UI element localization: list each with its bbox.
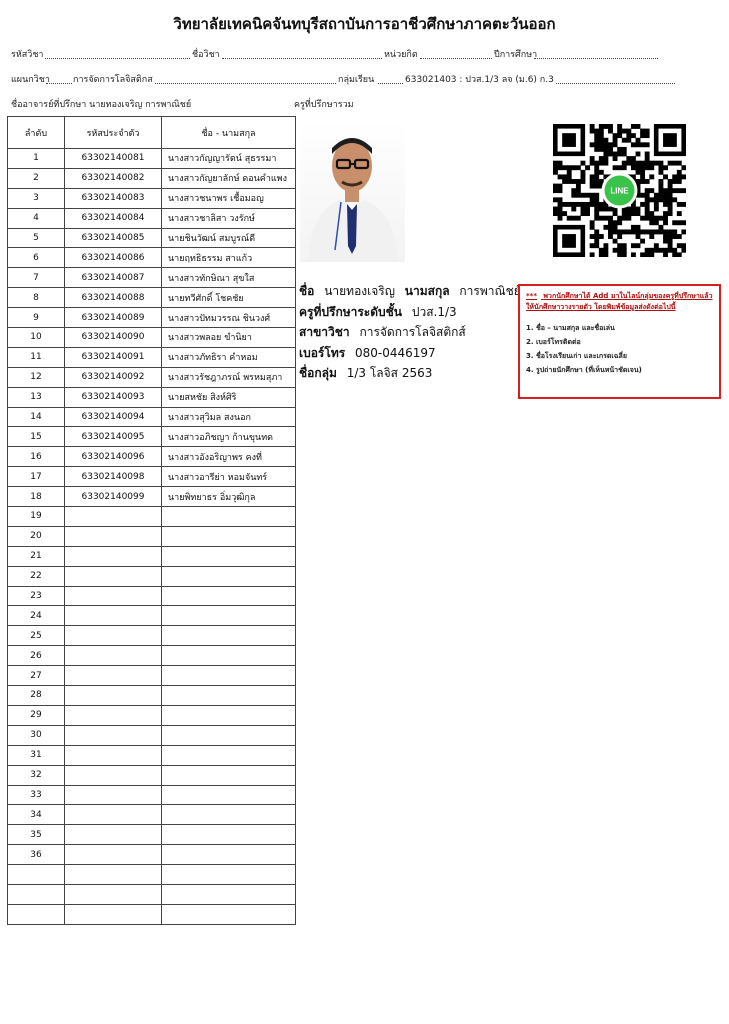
table-row (8, 248, 296, 268)
row-student-id: 63302140098 (65, 467, 162, 487)
row-order: 35 (8, 825, 65, 845)
row-order: 4 (8, 208, 65, 228)
advisor-group-label: ชื่อกลุ่ม (299, 366, 337, 380)
advisor-group: 1/3 โลจิส 2563 (346, 366, 433, 380)
row-order: 32 (8, 765, 65, 785)
row-order: 33 (8, 785, 65, 805)
row-student-name (162, 666, 296, 686)
row-order: 1 (8, 149, 65, 169)
row-student-id: 63302140084 (65, 208, 162, 228)
table-row (8, 825, 296, 845)
advisor-name-row (299, 282, 521, 301)
table-row (8, 188, 296, 208)
table-row (8, 646, 296, 666)
row-order: 19 (8, 507, 65, 527)
advisor-level: ปวส.1/3 (411, 305, 457, 319)
row-student-id: 63302140096 (65, 447, 162, 467)
row-order: 21 (8, 546, 65, 566)
row-student-name: นางสาวอังอริญาพร คงที่ (162, 447, 296, 467)
row-order: 5 (8, 228, 65, 248)
table-row (8, 865, 296, 885)
advisor-first-name: นายทองเจริญ (324, 284, 395, 298)
notice-stars: *** (526, 292, 537, 300)
row-order: 18 (8, 487, 65, 507)
row-order: 31 (8, 745, 65, 765)
table-row (8, 467, 296, 487)
course-code-label: รหัสวิชา (11, 50, 44, 60)
row-order: 24 (8, 606, 65, 626)
row-student-name: นายสหชัย สิงห์ศิริ (162, 387, 296, 407)
row-student-name (162, 507, 296, 527)
row-student-id (65, 825, 162, 845)
col-header-order: ลำดับ (8, 117, 65, 149)
row-student-id: 63302140093 (65, 387, 162, 407)
advisor-line: ชื่ออาจารย์ที่ปรึกษา นายทองเจริญ การพาณิชย์ (11, 100, 192, 110)
row-student-name (162, 606, 296, 626)
table-row (8, 447, 296, 467)
course-code-line (45, 58, 190, 59)
row-order: 12 (8, 367, 65, 387)
row-order: 3 (8, 188, 65, 208)
row-order: 8 (8, 288, 65, 308)
table-row (8, 268, 296, 288)
row-student-name (162, 586, 296, 606)
row-student-id: 63302140082 (65, 168, 162, 188)
row-student-id: 63302140091 (65, 347, 162, 367)
course-name-label: ชื่อวิชา (192, 50, 220, 60)
row-order: 15 (8, 427, 65, 447)
row-student-id: 63302140095 (65, 427, 162, 447)
table-row (8, 725, 296, 745)
row-student-name (162, 686, 296, 706)
row-student-id: 63302140088 (65, 288, 162, 308)
row-student-name: นางสาวกัญญารัตน์ สุธรรมา (162, 149, 296, 169)
table-header-row (8, 117, 296, 149)
row-order: 14 (8, 407, 65, 427)
row-order: 9 (8, 308, 65, 328)
row-student-name: นายชินวัฒน์ สมบูรณ์ดี (162, 228, 296, 248)
table-row (8, 387, 296, 407)
advisor-name-label: ชื่อ (299, 284, 315, 298)
group-label: กลุ่มเรียน (338, 75, 375, 85)
row-student-id: 63302140090 (65, 328, 162, 348)
row-student-id (65, 805, 162, 825)
row-order: 20 (8, 526, 65, 546)
row-student-name: นายฤทธิธรรม สาแก้ว (162, 248, 296, 268)
row-order: 34 (8, 805, 65, 825)
row-student-name (162, 745, 296, 765)
advisor-level-row (299, 303, 457, 322)
row-order: 13 (8, 387, 65, 407)
row-order: 29 (8, 705, 65, 725)
row-student-name (162, 566, 296, 586)
row-student-id (65, 666, 162, 686)
row-student-name (162, 845, 296, 865)
table-row (8, 566, 296, 586)
notice-intro-text: พวกนักศึกษาได้ Add มาในไลน์กลุ่มของครูที่ปรึกษาแล้ว ให้นักศึกษาวางรายตัว โดยพิมพ์ข้อมูลส่งดังต่อไปนี้ (526, 292, 713, 311)
advisor-phone-label: เบอร์โทร (299, 346, 346, 360)
row-student-name (162, 526, 296, 546)
table-row (8, 347, 296, 367)
notice-list (526, 321, 713, 377)
row-order: 30 (8, 725, 65, 745)
advisor-phone: 080-0446197 (355, 346, 436, 360)
row-order: 6 (8, 248, 65, 268)
table-row (8, 526, 296, 546)
row-student-id: 63302140089 (65, 308, 162, 328)
row-student-name: นางสาวทักษิณา สุขใส (162, 268, 296, 288)
row-student-name: นางสาวอภิชญา ก้านขุนทด (162, 427, 296, 447)
credits-line (420, 58, 492, 59)
row-order: 26 (8, 646, 65, 666)
row-order: 23 (8, 586, 65, 606)
table-row (8, 785, 296, 805)
row-order (8, 865, 65, 885)
year-line (534, 58, 658, 59)
row-student-name (162, 825, 296, 845)
row-student-id: 63302140087 (65, 268, 162, 288)
advisor-surname: การพาณิชย์ (459, 284, 521, 298)
row-order (8, 904, 65, 924)
row-student-name: นางสาวปัทมวรรณ ชินวงศ์ (162, 308, 296, 328)
table-row (8, 507, 296, 527)
row-student-name (162, 725, 296, 745)
table-row (8, 606, 296, 626)
row-student-id: 63302140094 (65, 407, 162, 427)
row-order: 11 (8, 347, 65, 367)
row-order (8, 884, 65, 904)
row-order: 25 (8, 626, 65, 646)
row-student-name: นายทวีศักดิ์ โชคชัย (162, 288, 296, 308)
row-student-id: 63302140092 (65, 367, 162, 387)
dept-value: การจัดการโลจิสติกส (72, 72, 154, 86)
line-logo-text: LINE (610, 186, 629, 196)
table-row (8, 228, 296, 248)
advisor-major-label: สาขาวิชา (299, 325, 350, 339)
row-order: 16 (8, 447, 65, 467)
table-row (8, 407, 296, 427)
row-student-name: นางสาวภัทธิรา คำหอม (162, 347, 296, 367)
table-row (8, 686, 296, 706)
table-row (8, 666, 296, 686)
row-student-name: นางสาวชาลิสา วงรักษ์ (162, 208, 296, 228)
table-row (8, 149, 296, 169)
credits-label: หน่วยกิต (384, 50, 418, 60)
row-student-name (162, 646, 296, 666)
table-row (8, 805, 296, 825)
row-order: 10 (8, 328, 65, 348)
row-student-id (65, 526, 162, 546)
row-student-name (162, 785, 296, 805)
col-header-id: รหัสประจำตัว (65, 117, 162, 149)
row-student-id (65, 686, 162, 706)
row-student-name: นางสาวกัญยาลักษ์ ดอนคำแพง (162, 168, 296, 188)
row-student-id (65, 606, 162, 626)
row-student-name: นางสาวอารีย่า หอมจันทร์ (162, 467, 296, 487)
row-student-name (162, 805, 296, 825)
row-student-name (162, 705, 296, 725)
row-student-id: 63302140099 (65, 487, 162, 507)
table-row (8, 168, 296, 188)
row-student-id (65, 865, 162, 885)
advisor-major-row (299, 323, 466, 342)
student-table (7, 116, 296, 925)
table-row (8, 845, 296, 865)
advisor-surname-label: นามสกุล (404, 284, 450, 298)
row-student-id (65, 586, 162, 606)
notice-item: 2. เบอร์โทรติดต่อ (526, 338, 581, 346)
row-student-name (162, 884, 296, 904)
table-row (8, 546, 296, 566)
row-student-id (65, 626, 162, 646)
row-student-id (65, 845, 162, 865)
row-order: 22 (8, 566, 65, 586)
notice-item: 3. ชื่อโรงเรียนเก่า และเกรดเฉลี่ย (526, 352, 627, 360)
row-student-name (162, 865, 296, 885)
advisor-phone-row (299, 344, 436, 363)
table-row (8, 328, 296, 348)
table-row (8, 765, 296, 785)
row-order: 36 (8, 845, 65, 865)
row-order: 7 (8, 268, 65, 288)
row-student-name: นางสาวรัชฎาภรณ์ พรหมสุภา (162, 367, 296, 387)
course-name-line (222, 58, 382, 59)
row-order: 28 (8, 686, 65, 706)
notice-intro (526, 291, 713, 313)
row-student-id (65, 725, 162, 745)
advisor-level-label: ครูที่ปรึกษาระดับชั้น (299, 305, 403, 319)
row-student-id (65, 705, 162, 725)
notice-item: 4. รูปถ่ายนักศึกษา (ที่เห็นหน้าชัดเจน) (526, 366, 642, 374)
dept-label: แผนกวิชา (11, 75, 50, 85)
advisor-group-row (299, 364, 432, 383)
row-student-name (162, 626, 296, 646)
row-order: 27 (8, 666, 65, 686)
row-student-id (65, 546, 162, 566)
table-row (8, 586, 296, 606)
row-student-id (65, 765, 162, 785)
row-student-name (162, 904, 296, 924)
row-student-id (65, 884, 162, 904)
notice-box (518, 284, 721, 399)
table-row (8, 884, 296, 904)
table-row (8, 208, 296, 228)
table-row (8, 904, 296, 924)
advisor-major: การจัดการโลจิสติกส์ (359, 325, 466, 339)
row-student-id (65, 785, 162, 805)
row-student-id (65, 646, 162, 666)
row-student-id (65, 507, 162, 527)
row-student-name (162, 765, 296, 785)
row-order: 2 (8, 168, 65, 188)
table-row (8, 626, 296, 646)
row-student-id: 63302140086 (65, 248, 162, 268)
group-value: 633021403 : ปวส.1/3 ลจ (ม.6) ก.3 (404, 72, 555, 86)
row-student-name: นายพิทยาธร อิ่มวุฒิกุล (162, 487, 296, 507)
row-order: 17 (8, 467, 65, 487)
row-student-id (65, 904, 162, 924)
table-row (8, 367, 296, 387)
row-student-id (65, 566, 162, 586)
table-row (8, 745, 296, 765)
table-row (8, 288, 296, 308)
line-qr-code (553, 124, 686, 257)
col-header-name: ชื่อ - นามสกุล (162, 117, 296, 149)
row-student-name: นางสาวสุวิมล สงนอก (162, 407, 296, 427)
row-student-id (65, 745, 162, 765)
row-student-name: นางสาวชนาพร เชื้อมอญ (162, 188, 296, 208)
year-label: ปีการศึกษา (494, 50, 538, 60)
advisor-photo (300, 120, 405, 262)
row-student-id: 63302140085 (65, 228, 162, 248)
table-row (8, 487, 296, 507)
table-row (8, 427, 296, 447)
co-teacher-label: ครูที่ปรึกษารวม (294, 100, 354, 110)
row-student-name: นางสาวพลอย ขำนิยา (162, 328, 296, 348)
notice-item: 1. ชื่อ – นามสกุล และชื่อเล่น (526, 324, 615, 332)
table-row (8, 308, 296, 328)
row-student-id: 63302140081 (65, 149, 162, 169)
page-title: วิทยาลัยเทคนิคจันทบุรีสถาบันการอาชีวศึกษาภาคตะวันออก (173, 15, 556, 33)
row-student-id: 63302140083 (65, 188, 162, 208)
row-student-name (162, 546, 296, 566)
table-row (8, 705, 296, 725)
